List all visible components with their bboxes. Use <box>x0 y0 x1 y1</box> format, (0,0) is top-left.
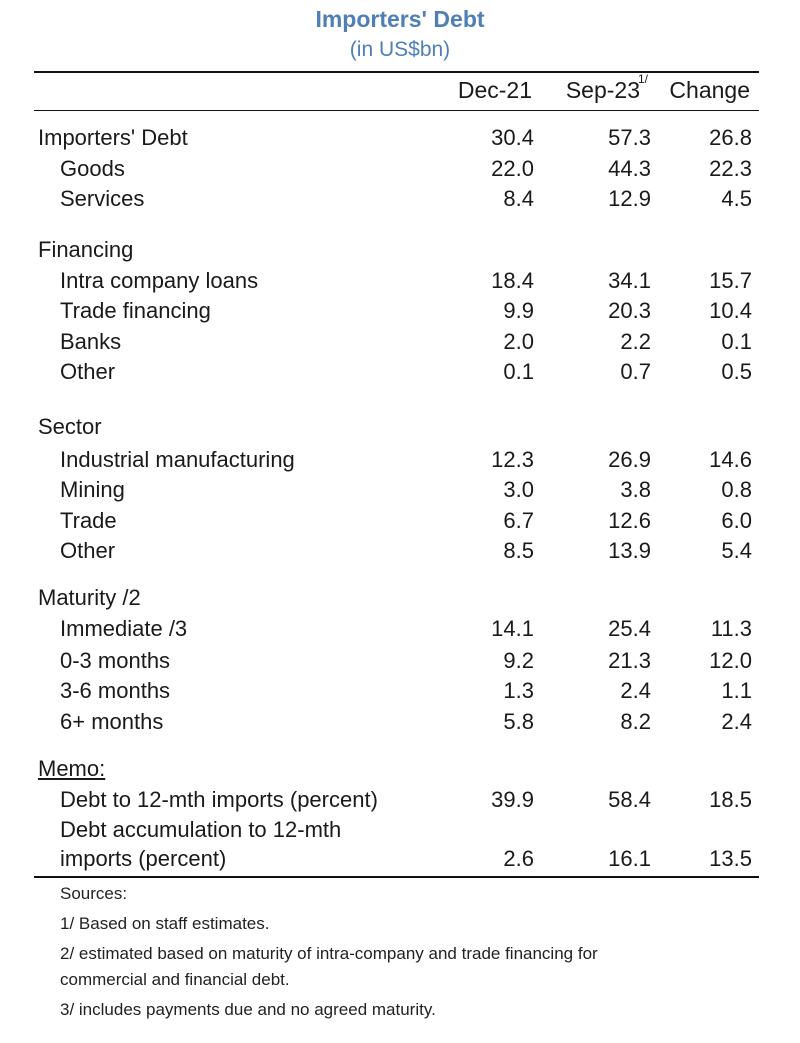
value-dec-21: 1.3 <box>503 678 534 703</box>
row-label: 6+ months <box>60 709 164 734</box>
value-change: 10.4 <box>709 298 752 323</box>
value-sep-23: 8.2 <box>620 709 651 734</box>
table-row <box>0 186 800 216</box>
value-sep-23: 20.3 <box>608 298 651 323</box>
table-row <box>0 508 800 538</box>
section-label: Financing <box>38 237 134 262</box>
column-header-sep-23: Sep-23 <box>565 77 640 103</box>
table-row <box>0 125 800 155</box>
value-dec-21: 8.4 <box>503 186 534 211</box>
row-label: 0-3 months <box>60 648 171 673</box>
bottom-rule <box>34 876 759 878</box>
value-change: 14.6 <box>709 447 752 472</box>
row-label: Trade <box>60 508 117 533</box>
value-change: 2.4 <box>721 709 752 734</box>
value-dec-21: 12.3 <box>491 447 534 472</box>
table-row <box>0 477 800 507</box>
row-label: imports (percent) <box>60 846 227 871</box>
section-label: Maturity /2 <box>38 585 141 610</box>
value-sep-23: 3.8 <box>620 477 651 502</box>
table-row <box>0 709 800 739</box>
row-label: Debt to 12-mth imports (percent) <box>60 787 378 812</box>
value-change: 5.4 <box>721 538 752 563</box>
footnote-1: 1/ Based on staff estimates. <box>60 914 270 933</box>
value-change: 15.7 <box>709 268 752 293</box>
column-header-footnote: 1/ <box>638 72 649 86</box>
section-heading-memo <box>0 756 800 786</box>
table-row <box>0 846 800 876</box>
value-sep-23: 0.7 <box>620 359 651 384</box>
value-sep-23: 57.3 <box>608 125 651 150</box>
footnote-3: 3/ includes payments due and no agreed maturity. <box>60 1000 436 1019</box>
value-dec-21: 9.2 <box>503 648 534 673</box>
value-change: 18.5 <box>709 787 752 812</box>
value-sep-23: 12.6 <box>608 508 651 533</box>
column-header-dec-21: Dec-21 <box>457 77 532 103</box>
row-label: Goods <box>60 156 125 181</box>
value-dec-21: 8.5 <box>503 538 534 563</box>
value-dec-21: 14.1 <box>491 616 534 641</box>
value-dec-21: 5.8 <box>503 709 534 734</box>
section-label: Memo: <box>38 756 106 781</box>
table-row <box>0 787 800 817</box>
value-dec-21: 39.9 <box>491 787 534 812</box>
row-label: Trade financing <box>60 298 211 323</box>
value-dec-21: 2.0 <box>503 329 534 354</box>
row-label: Intra company loans <box>60 268 259 293</box>
top-rule <box>34 71 759 73</box>
table-subtitle: (in US$bn) <box>349 38 451 61</box>
section-heading-sector <box>0 414 800 444</box>
table-row <box>0 268 800 298</box>
value-change: 0.1 <box>721 329 752 354</box>
value-change: 12.0 <box>709 648 752 673</box>
value-dec-21: 18.4 <box>491 268 534 293</box>
value-sep-23: 16.1 <box>608 846 651 871</box>
table-row <box>0 359 800 389</box>
value-dec-21: 2.6 <box>503 846 534 871</box>
value-change: 26.8 <box>709 125 752 150</box>
footnote-2-line2: commercial and financial debt. <box>60 970 290 989</box>
value-dec-21: 3.0 <box>503 477 534 502</box>
row-label: Debt accumulation to 12-mth <box>60 817 342 842</box>
row-label: Immediate /3 <box>60 616 188 641</box>
value-change: 0.5 <box>721 359 752 384</box>
value-dec-21: 30.4 <box>491 125 534 150</box>
value-sep-23: 13.9 <box>608 538 651 563</box>
footnote-2-line1: 2/ estimated based on maturity of intra-company and trade financing for <box>60 944 598 963</box>
value-change: 22.3 <box>709 156 752 181</box>
row-label: Banks <box>60 329 122 354</box>
table-row <box>0 298 800 328</box>
value-change: 4.5 <box>721 186 752 211</box>
value-change: 13.5 <box>709 846 752 871</box>
row-label: Other <box>60 359 116 384</box>
section-label: Sector <box>38 414 102 439</box>
value-change: 6.0 <box>721 508 752 533</box>
row-label: Services <box>60 186 145 211</box>
section-heading-financing <box>0 237 800 267</box>
table-row <box>0 538 800 568</box>
value-dec-21: 22.0 <box>491 156 534 181</box>
section-heading-maturity <box>0 585 800 615</box>
table-row <box>0 678 800 708</box>
table-title: Importers' Debt <box>315 6 485 32</box>
value-dec-21: 9.9 <box>503 298 534 323</box>
table-row <box>0 329 800 359</box>
table-row-label-line1 <box>0 817 800 847</box>
table-row <box>0 648 800 678</box>
row-label: Other <box>60 538 116 563</box>
value-sep-23: 26.9 <box>608 447 651 472</box>
value-change: 0.8 <box>721 477 752 502</box>
row-label: 3-6 months <box>60 678 171 703</box>
sources-label: Sources: <box>60 884 128 903</box>
value-dec-21: 0.1 <box>503 359 534 384</box>
value-sep-23: 34.1 <box>608 268 651 293</box>
value-sep-23: 2.4 <box>620 678 651 703</box>
column-header-change: Change <box>669 77 750 103</box>
value-change: 1.1 <box>721 678 752 703</box>
table-row <box>0 447 800 477</box>
header-rule <box>34 110 759 111</box>
value-sep-23: 58.4 <box>608 787 651 812</box>
table-row <box>0 156 800 186</box>
value-sep-23: 2.2 <box>620 329 651 354</box>
table-row <box>0 616 800 646</box>
row-label: Importers' Debt <box>38 125 188 150</box>
value-sep-23: 12.9 <box>608 186 651 211</box>
row-label: Mining <box>60 477 125 502</box>
value-change: 11.3 <box>710 616 752 641</box>
value-sep-23: 25.4 <box>608 616 651 641</box>
value-sep-23: 44.3 <box>608 156 651 181</box>
value-sep-23: 21.3 <box>608 648 651 673</box>
row-label: Industrial manufacturing <box>60 447 295 472</box>
value-dec-21: 6.7 <box>503 508 534 533</box>
